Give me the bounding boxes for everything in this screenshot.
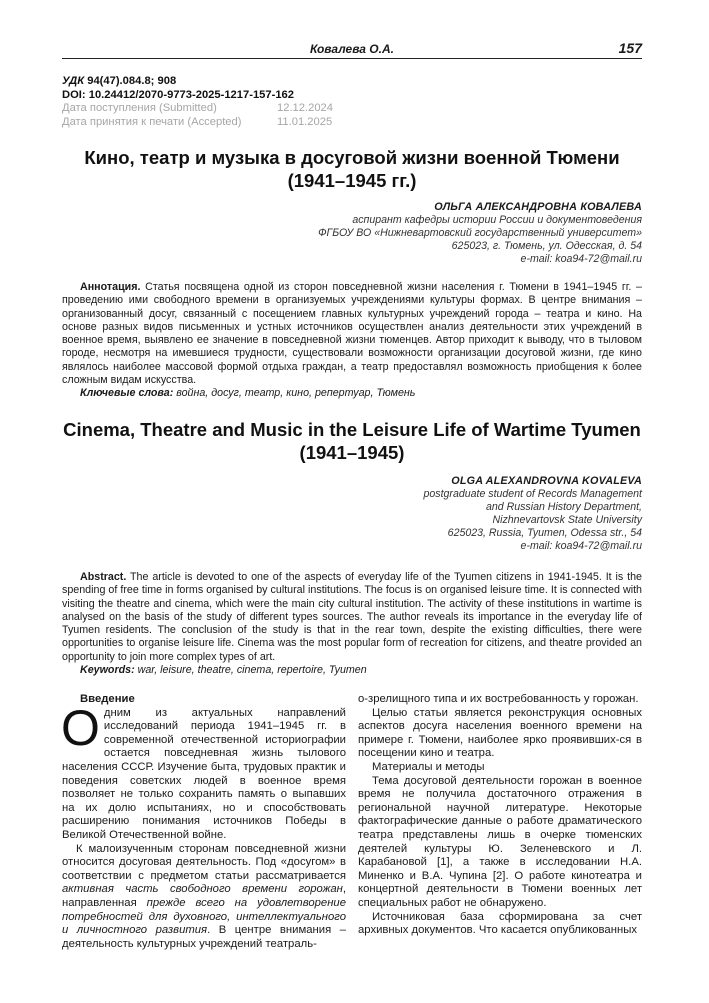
doi[interactable]: DOI: 10.24412/2070-9773-2025-1217-157-162	[62, 88, 295, 101]
abstract-body: Статья посвящена одной из сторон повседневной жизни населения г. Тюмени в 1941–1945 гг. – проведению ими свободного времени в организуемых учреждениями культуры формах. В центре внимания –организованный досуг, связанный с посещением главных культурных учреждений города – театра и кино. На основе разных видов письменных и устных источников осуществлен анализ деятельности этих учреждений в военное время, выявлено ее значение в повседневной жизни тюменцев. Автор приходит к выводу, что в тыловом городе, несмотря на имевшиеся трудности, существовали возможности организации досуговой жизни, где кино являлось наиболее массовой формой отдыха граждан, а театр предоставлял возможность приобщения к более сложным видам искусства.	[62, 281, 642, 387]
abstract-english	[62, 571, 642, 677]
body-paragraph-continuation: о-зрелищного типа и их востребованность у горожан.	[358, 693, 639, 705]
author-name-russian: ОЛЬГА АЛЕКСАНДРОВНА КОВАЛЕВА	[434, 201, 642, 213]
article-meta	[62, 75, 333, 129]
udk-value: 94(47).084.8; 908	[84, 75, 177, 87]
abstract-label: Abstract.	[80, 571, 127, 583]
abstract-russian-text	[62, 281, 642, 387]
keywords-list: война, досуг, театр, кино, репертуар, Тюмень	[173, 387, 416, 400]
paragraph-text-continued: . В центре внимания – деятельность культурных учреждений театраль-	[62, 924, 346, 950]
body-column-left	[62, 693, 346, 951]
submitted-label: Дата поступления (Submitted)	[62, 102, 217, 114]
body-paragraph	[62, 843, 346, 952]
keywords-label: Ключевые слова:	[80, 387, 174, 400]
body-paragraph: Тема досуговой деятельности горожан в военное время не получила достаточного отражения в региональной научной литературе. Некоторые фактографические данные о работе драматического театра представлены лишь в очерке тюменских деятелей культуры Ю. Зеленевского и Л. Карабановой [1], а также в исследовании Н.А. Миненко и В.А. Чупина [2]. О работе кинотеатра и концертной деятельности в Тюмени военных лет специальных работ не обнаружено.	[358, 774, 642, 909]
submitted-date: 12.12.2024	[277, 102, 333, 114]
affiliation-line: ФГБОУ ВО «Нижневартовский государственный университет»	[318, 227, 642, 239]
emphasis-text: прежде всего на удовлетворение потребностей для духовного, интеллектуального и личностного развития	[62, 896, 346, 937]
affiliation-line: and Russian History Department,	[485, 501, 642, 513]
keywords-list: war, leisure, theatre, cinema, repertoire, Tyumen	[134, 664, 367, 677]
article-dates	[62, 102, 333, 129]
author-email-russian[interactable]: e-mail: koa94-72@mail.ru	[520, 253, 642, 265]
title-english-line1: Cinema, Theatre and Music in the Leisure Life of Wartime Tyumen	[63, 419, 641, 440]
section-heading-introduction: Введение	[80, 693, 135, 705]
title-english-line2: (1941–1945)	[299, 442, 405, 463]
udk-code	[62, 75, 333, 89]
paragraph-text: , направленная	[62, 883, 346, 909]
affiliation-line: 625023, г. Тюмень, ул. Одесская, д. 54	[451, 240, 642, 252]
paragraph-text: К малоизученным сторонам повседневной жизни относится досуговая деятельность. Под «досугом» в соответствии с предметом статьи рассматривается	[62, 842, 346, 882]
keywords-label: Keywords:	[80, 664, 135, 677]
running-head	[62, 40, 642, 59]
author-block-russian	[318, 201, 642, 266]
emphasis-text: активная часть свободного времени горожан	[62, 883, 343, 896]
title-russian-line2: (1941–1945 гг.)	[287, 170, 417, 191]
abstract-english-text	[62, 571, 642, 664]
affiliation-line: 625023, Russia, Tyumen, Odessa str., 54	[447, 527, 642, 539]
author-email-english[interactable]: e-mail: koa94-72@mail.ru	[520, 540, 642, 552]
running-head-author: Ковалева О.А.	[310, 42, 394, 56]
section-heading-methods: Материалы и методы	[372, 760, 485, 773]
body-paragraph: Целью статьи является реконструкция основных аспектов досуга населения военного времени на примере г. Тюмени, наиболее ярко проявивших-ся в посещении кино и театра.	[358, 706, 642, 760]
abstract-body: The article is devoted to one of the aspects of everyday life of the Tyumen citizens in 1941-1945. It is the spending of free time in forms organised by cultural institutions. The focus is on organised leisure time. It is connected with visiting the theatre and cinema, which were the main city cultural institution. The activity of these institutions in wartime is analysed on the basis of the study of different types sources. The author reveals its importance in the everyday life of Tyumen residents. The conclusion of the study is that in the rear town, despite the existing difficulties, there were opportunities to organise leisure life. Cinema was the most popular form of recreation for citizens, and theatre provided an opportunity to join more complex types of art.	[62, 571, 642, 663]
keywords-english	[62, 664, 642, 677]
keywords-russian	[62, 387, 642, 400]
abstract-label: Аннотация.	[80, 281, 141, 293]
affiliation-line: postgraduate student of Records Management	[423, 488, 642, 500]
accepted-date: 11.01.2025	[277, 115, 333, 128]
title-russian	[62, 146, 642, 192]
page-number: 157	[618, 40, 642, 56]
submitted-row	[62, 102, 333, 116]
title-english	[62, 418, 642, 464]
paragraph-text: дним из актуальных направлений исследований периода 1941–1945 гг. в современной отечественной историографии остается повседневная жизнь тылового населения СССР. Изучение быта, трудовых практик и поведения советских людей в военное время позволяет не только сохранить память о выпавших на их долю испытаниях, но и способствовать расширению понимания источников Победы в Великой Отечественной войне.	[62, 706, 346, 841]
author-block-english	[424, 475, 643, 553]
accepted-row	[62, 116, 333, 130]
accepted-label: Дата принятия к печати (Accepted)	[62, 115, 242, 128]
abstract-russian	[62, 281, 642, 401]
author-name-english: OLGA ALEXANDROVNA KOVALEVA	[451, 475, 642, 487]
body-paragraph: Источниковая база сформирована за счет архивных документов. Что касается опубликованных	[358, 910, 642, 937]
affiliation-line: Nizhnevartovsk State University	[492, 514, 642, 526]
affiliation-line: аспирант кафедры истории России и документоведения	[352, 214, 642, 226]
udk-label: УДК	[62, 75, 85, 87]
title-russian-line1: Кино, театр и музыка в досуговой жизни военной Тюмени	[84, 147, 620, 168]
drop-cap: О	[61, 699, 100, 756]
body-column-right	[358, 693, 642, 938]
